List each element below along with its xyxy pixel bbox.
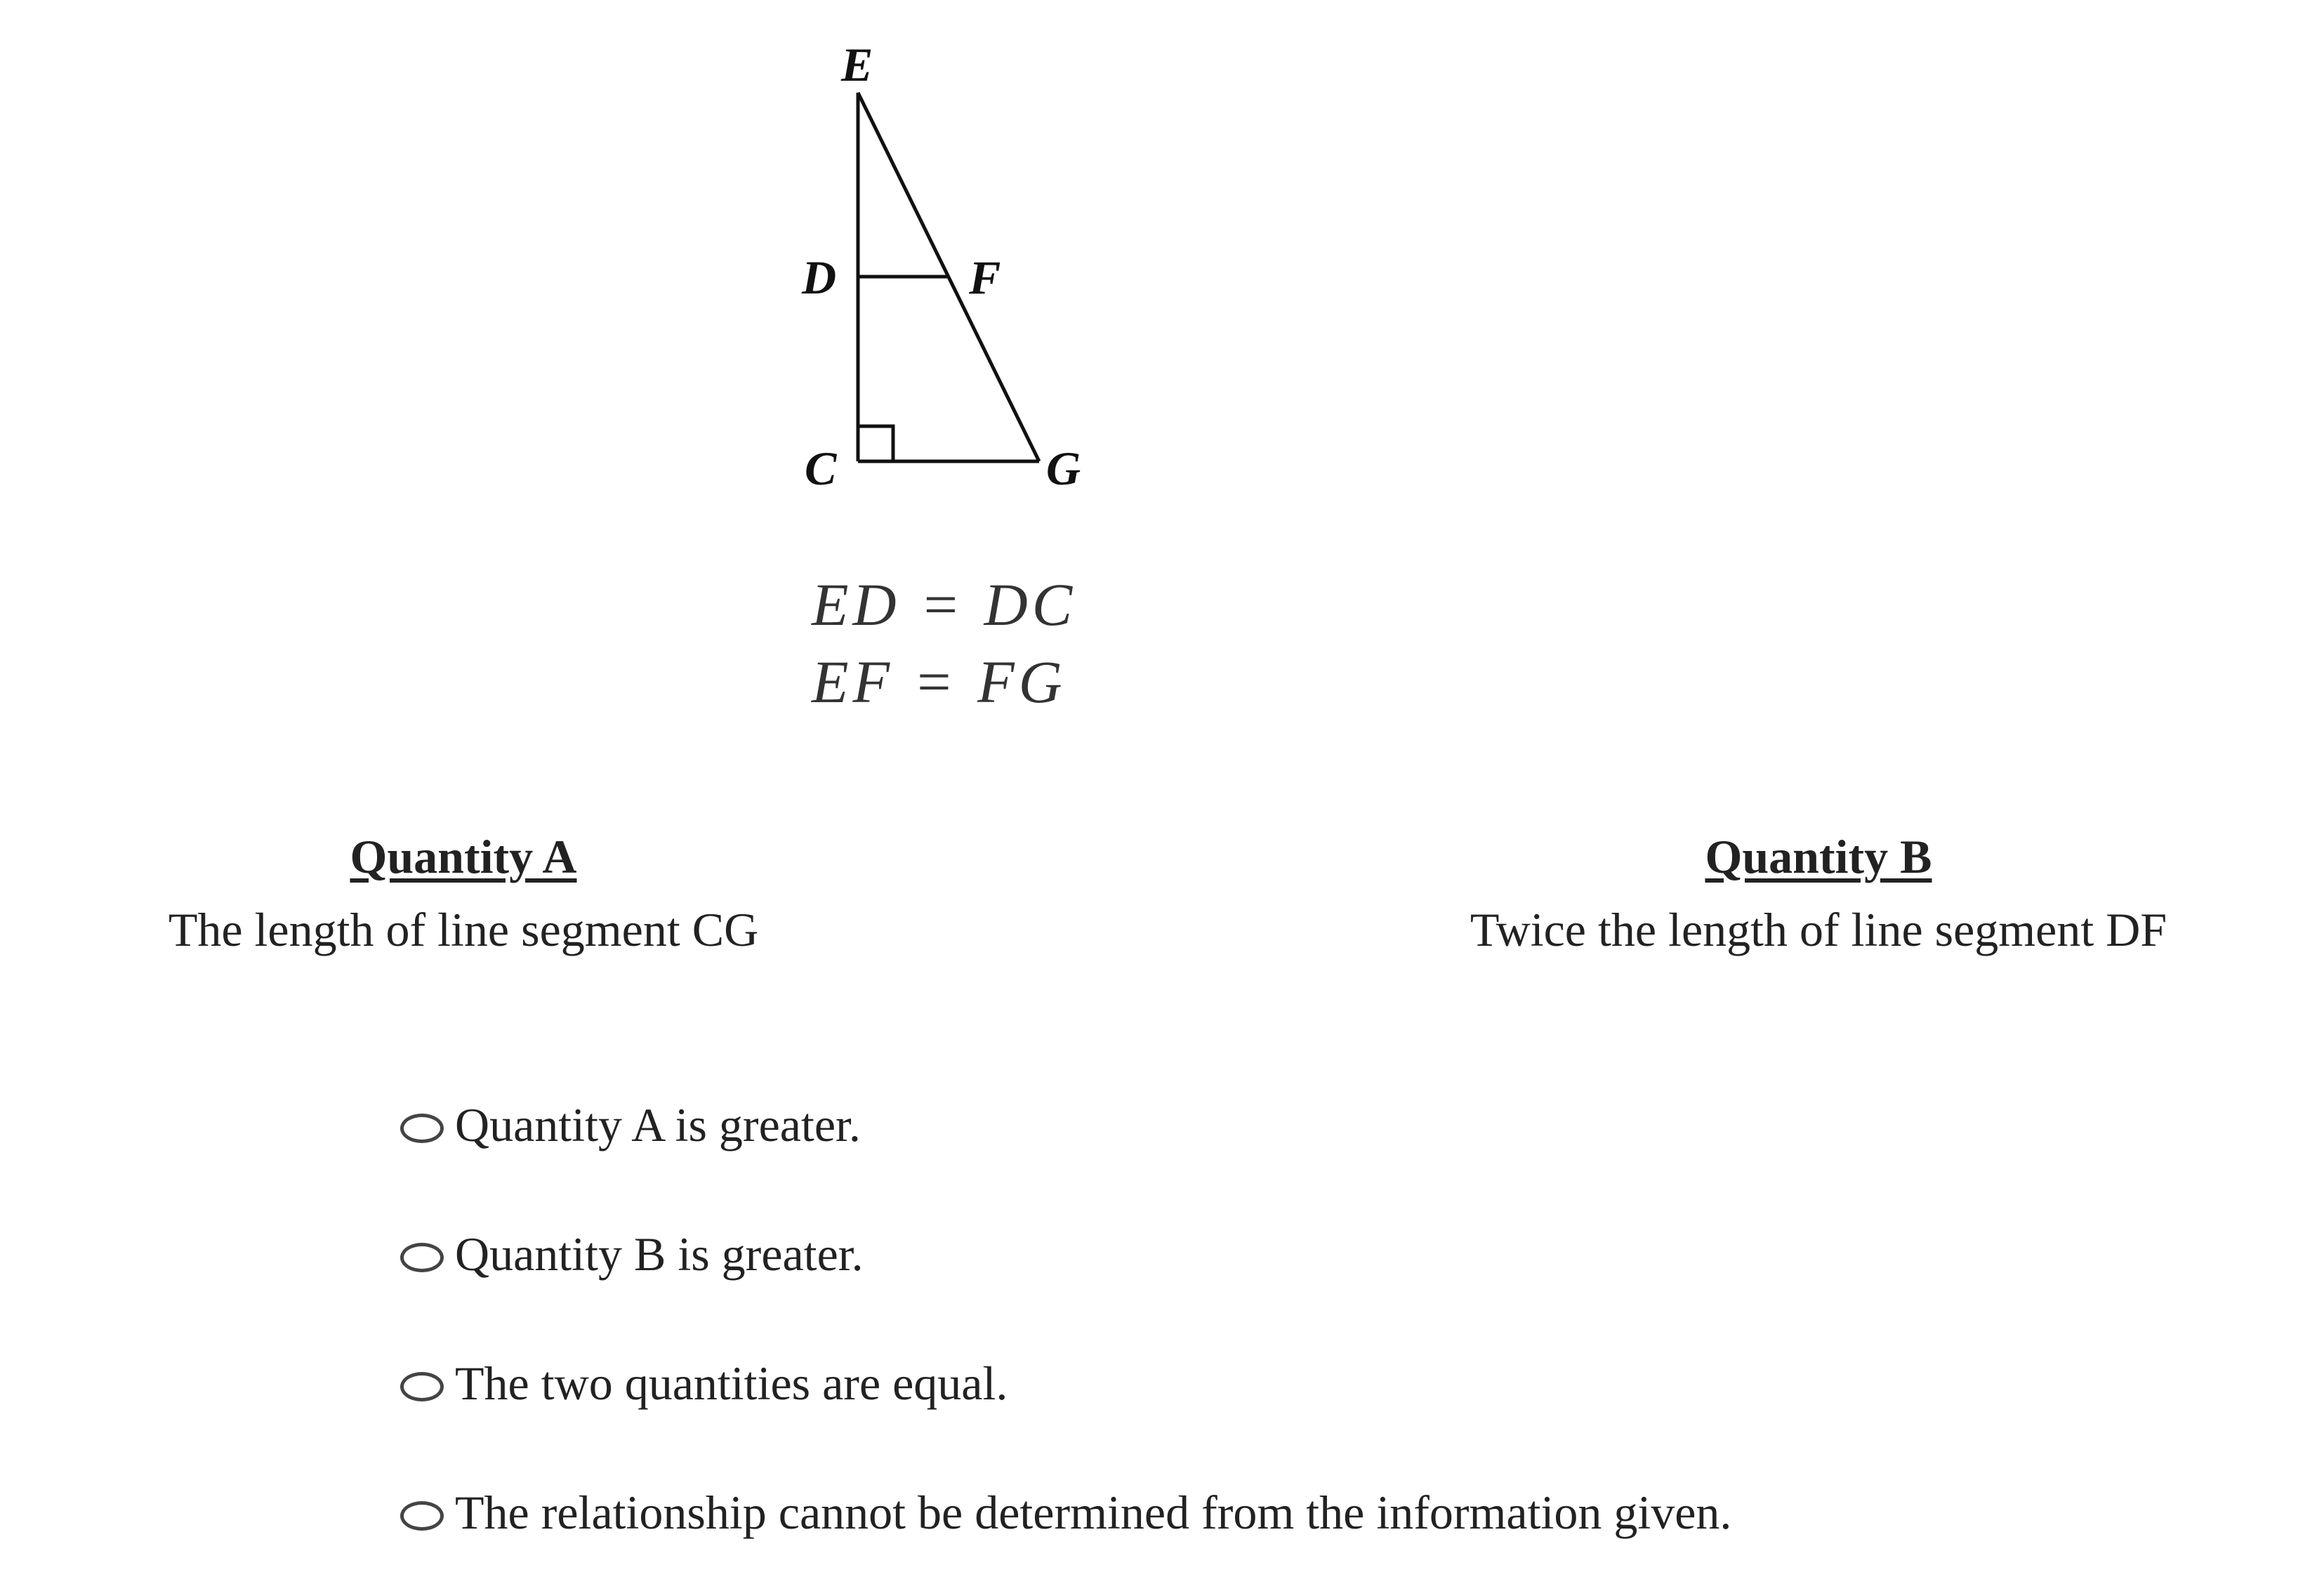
choice-label: Quantity B is greater. — [455, 1227, 864, 1281]
quantity-b-description: Twice the length of line segment DF — [1470, 903, 2167, 956]
quantity-a-heading: Quantity A — [350, 830, 577, 883]
label-point-c: C — [805, 442, 837, 495]
given-equation-1: ED = DC — [812, 571, 1077, 638]
radio-button[interactable] — [400, 1501, 444, 1531]
given-equation-2: EF = FG — [812, 648, 1067, 715]
radio-button[interactable] — [400, 1114, 444, 1143]
choice-label: Quantity A is greater. — [455, 1098, 861, 1152]
right-angle-marker — [858, 426, 893, 461]
label-point-d: D — [802, 251, 837, 304]
radio-button[interactable] — [400, 1243, 444, 1272]
quantity-b-column — [1439, 823, 2198, 969]
answer-choices — [400, 1060, 1731, 1577]
quantity-b-heading: Quantity B — [1705, 830, 1932, 883]
label-point-f: F — [969, 251, 1001, 304]
label-point-e: E — [841, 38, 873, 91]
label-point-g: G — [1046, 442, 1081, 495]
choice-quantity-a-greater[interactable] — [400, 1060, 1731, 1189]
choice-quantities-equal[interactable] — [400, 1319, 1731, 1448]
choice-label: The two quantities are equal. — [455, 1357, 1008, 1410]
choice-quantity-b-greater[interactable] — [400, 1189, 1731, 1319]
choice-label: The relationship cannot be determined from the information given. — [455, 1486, 1732, 1539]
triangle-figure — [772, 28, 1166, 723]
radio-button[interactable] — [400, 1372, 444, 1401]
quantity-a-description: The length of line segment CG — [168, 903, 759, 956]
choice-cannot-be-determined[interactable] — [400, 1448, 1731, 1577]
triangle-diagram — [772, 28, 1166, 723]
quantity-a-column — [140, 823, 786, 969]
